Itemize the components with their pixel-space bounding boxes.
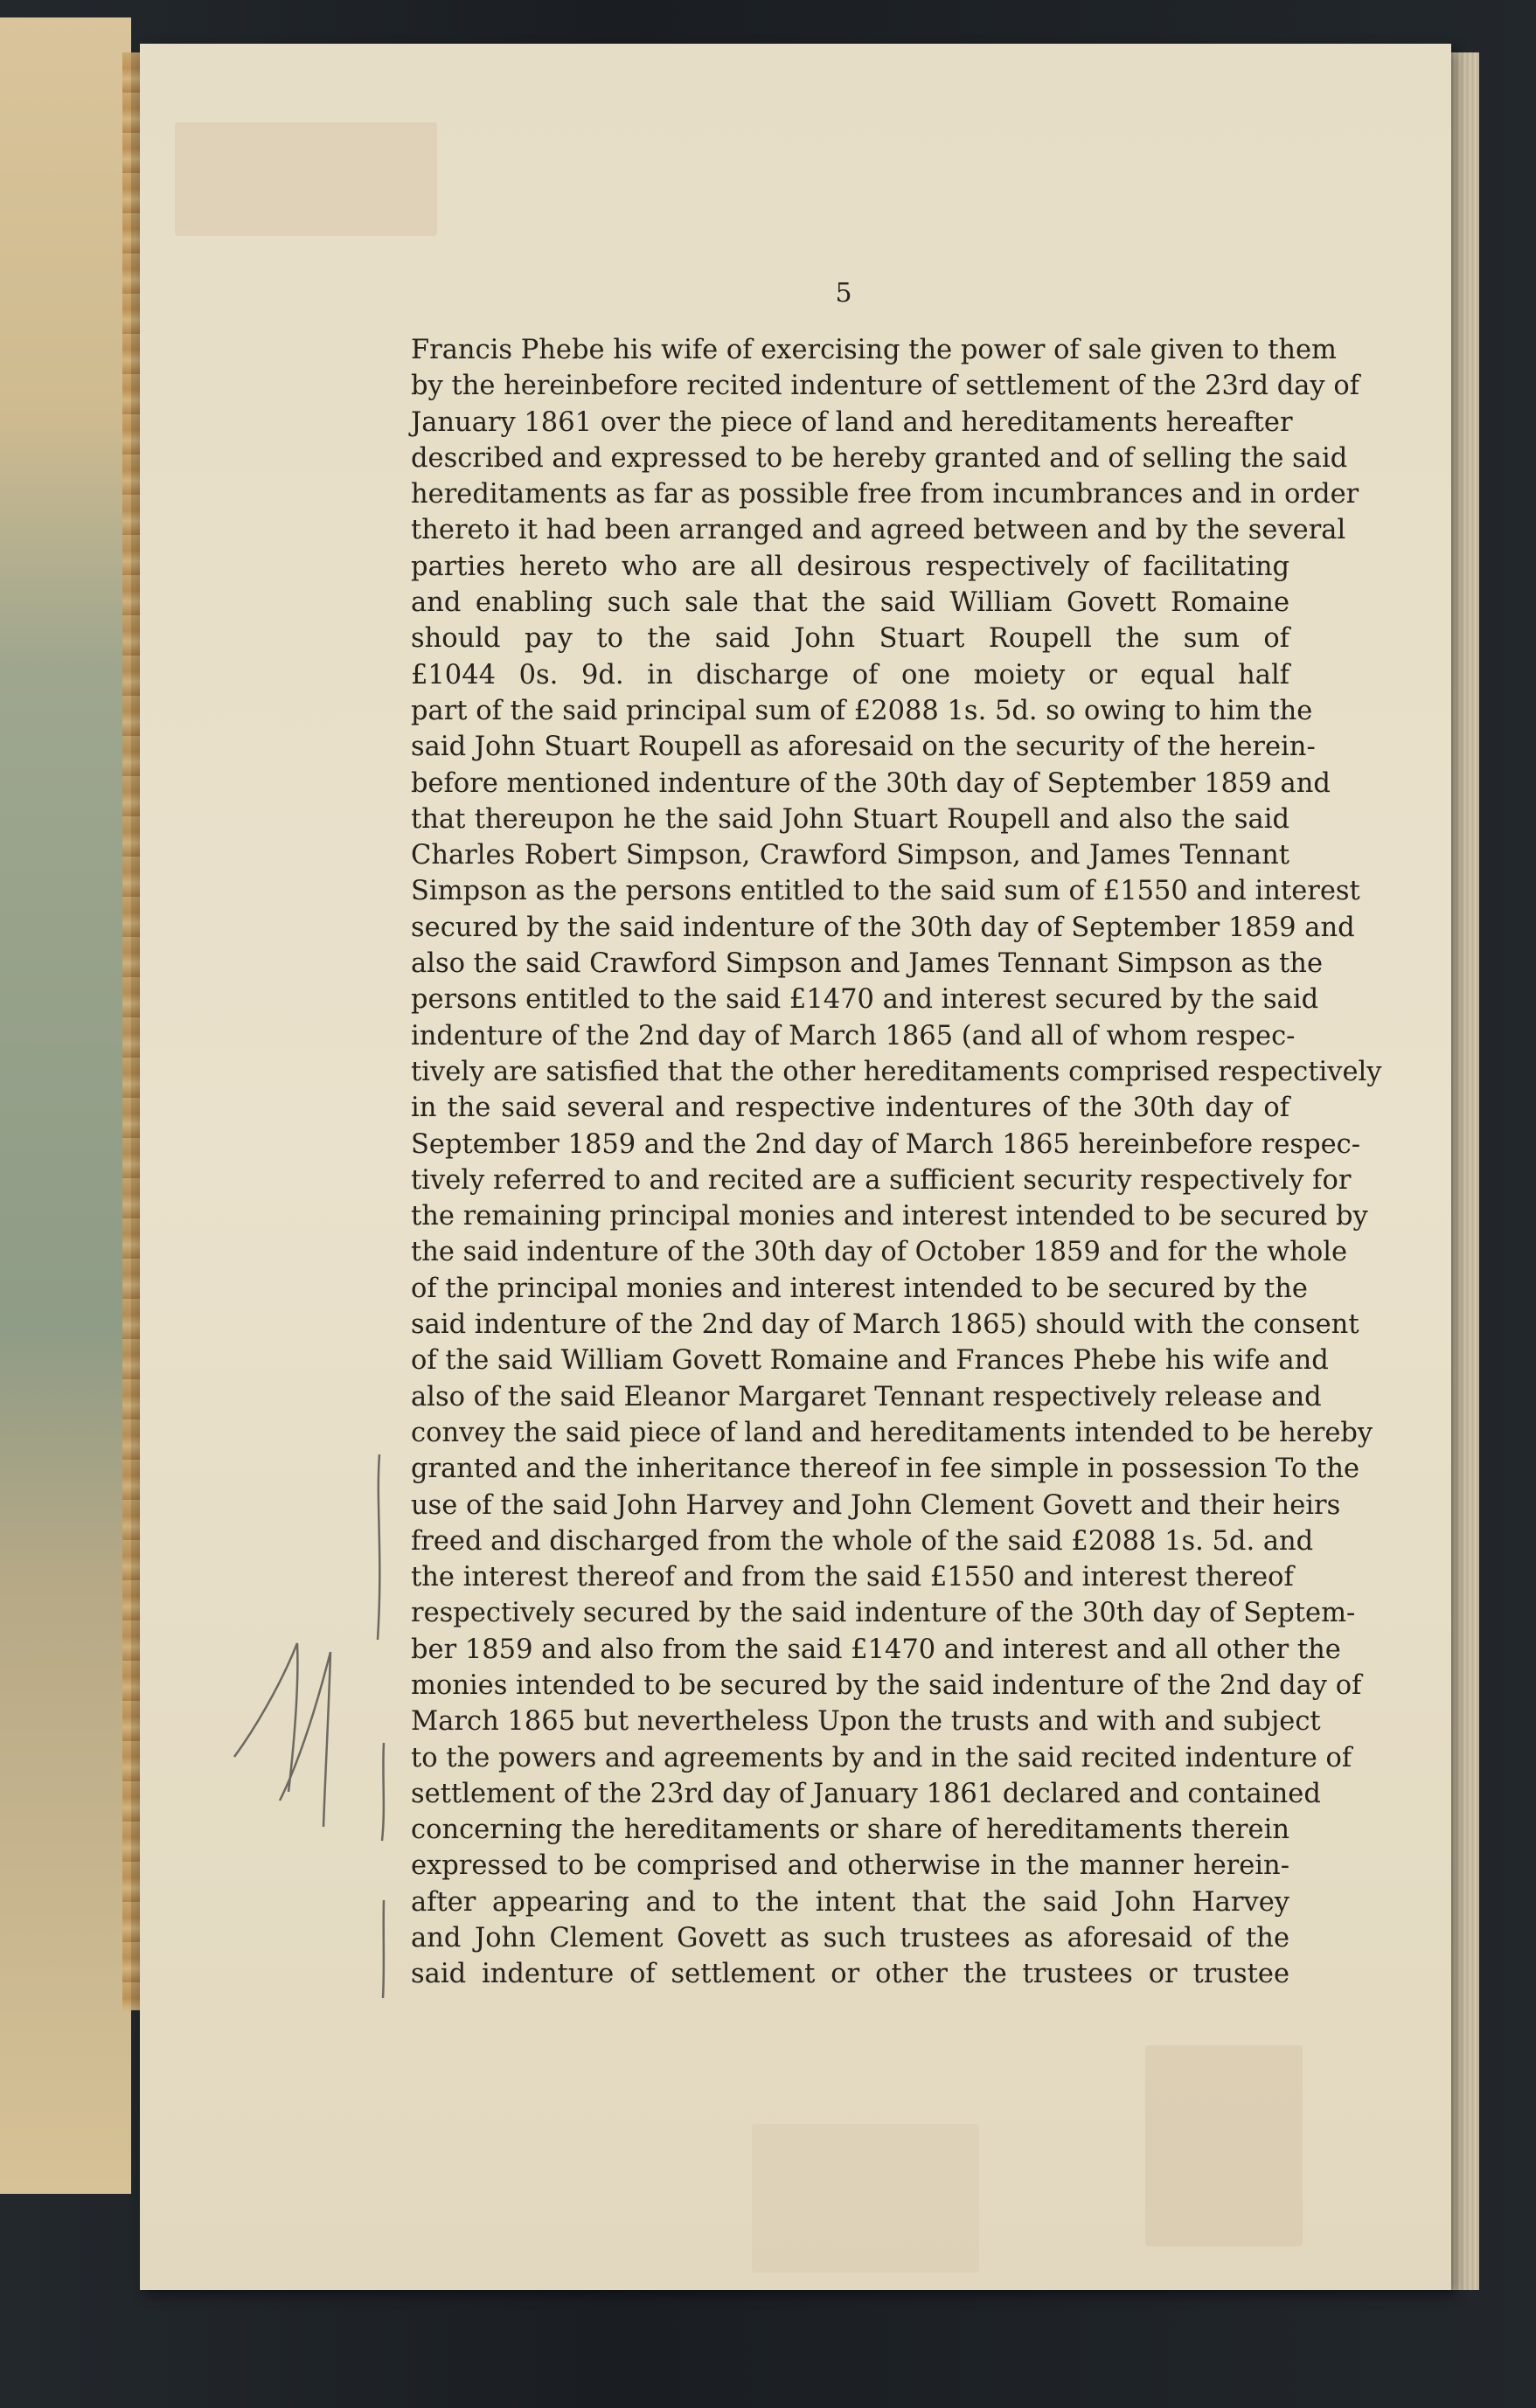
- pencil-margin-bracket: [372, 1897, 398, 2002]
- text-line: Francis Phebe his wife of exercising the power of sale given to them: [411, 335, 1337, 365]
- text-line: January 1861 over the piece of land and hereditaments hereafter: [411, 406, 1293, 438]
- text-line: respectively secured by the said indenture of the 30th day of Septem-: [411, 1598, 1356, 1629]
- text-line: the remaining principal monies and interest intended to be secured by: [411, 1201, 1368, 1232]
- text-line: said indenture of settlement or other the trustees or trustee: [411, 1959, 1289, 1990]
- body-text: [411, 332, 1382, 1993]
- text-line: concerning the hereditaments or share of hereditaments therein: [411, 1815, 1289, 1846]
- text-line: tively are satisfied that the other hereditaments comprised respectively: [411, 1056, 1382, 1087]
- text-line: said indenture of the 2nd day of March 1865) should with the consent: [411, 1309, 1359, 1341]
- text-line: September 1859 and the 2nd day of March 1865 hereinbefore respec-: [411, 1128, 1361, 1160]
- pencil-margin-bracket: [372, 1739, 398, 1844]
- paper-stain: [752, 2124, 979, 2273]
- text-line: after appearing and to the intent that the said John Harvey: [411, 1886, 1289, 1918]
- text-line: persons entitled to the said £1470 and interest secured by the said: [411, 984, 1319, 1016]
- pencil-annotation-mark: [227, 1634, 341, 1835]
- text-line: of the said William Govett Romaine and Frances Phebe his wife and: [411, 1345, 1329, 1377]
- paper-stain: [175, 122, 437, 236]
- text-line: use of the said John Harvey and John Clement Govett and their heirs: [411, 1489, 1341, 1521]
- text-line: settlement of the 23rd day of January 1861 declared and contained: [411, 1778, 1321, 1809]
- text-line: secured by the said indenture of the 30th day of September 1859 and: [411, 912, 1355, 943]
- text-line: and John Clement Govett as such trustees as aforesaid of the: [411, 1923, 1289, 1954]
- text-line: March 1865 but nevertheless Upon the trusts and with and subject: [411, 1706, 1321, 1738]
- text-line: of the principal monies and interest intended to be secured by the: [411, 1273, 1308, 1304]
- text-line: by the hereinbefore recited indenture of settlement of the 23rd day of: [411, 371, 1360, 402]
- text-line: hereditaments as far as possible free from incumbrances and in order: [411, 479, 1359, 510]
- text-line: ber 1859 and also from the said £1470 and interest and all other the: [411, 1634, 1341, 1665]
- text-line: convey the said piece of land and hereditaments intended to be hereby: [411, 1417, 1373, 1448]
- text-line: tively referred to and recited are a sufficient security respectively for: [411, 1164, 1352, 1196]
- text-line: described and expressed to be hereby granted and of selling the said: [411, 442, 1348, 474]
- text-line: before mentioned indenture of the 30th day of September 1859 and: [411, 767, 1331, 799]
- text-line: also of the said Eleanor Margaret Tennant respectively release and: [411, 1381, 1322, 1412]
- text-line: in the said several and respective indentures of the 30th day of: [411, 1093, 1289, 1124]
- text-line: Charles Robert Simpson, Crawford Simpson, and James Tennant: [411, 840, 1289, 871]
- text-line: said John Stuart Roupell as aforesaid on the security of the herein-: [411, 732, 1316, 763]
- text-line: Simpson as the persons entitled to the said sum of £1550 and interest: [411, 876, 1360, 907]
- text-line: parties hereto who are all desirous respectively of facilitating: [411, 551, 1289, 582]
- pencil-margin-bracket: [367, 1451, 393, 1643]
- text-line: also the said Crawford Simpson and James Tennant Simpson as the: [411, 948, 1324, 980]
- text-line: thereto it had been arranged and agreed between and by the several: [411, 515, 1346, 546]
- text-line: granted and the inheritance thereof in fee simple in possession To the: [411, 1454, 1360, 1485]
- text-line: the said indenture of the 30th day of October 1859 and for the whole: [411, 1237, 1348, 1268]
- text-line: indenture of the 2nd day of March 1865 (and all of whom respec-: [411, 1020, 1296, 1051]
- text-line: part of the said principal sum of £2088 1s. 5d. so owing to him the: [411, 695, 1313, 726]
- text-line: and enabling such sale that the said William Govett Romaine: [411, 587, 1289, 619]
- text-line: expressed to be comprised and otherwise in the manner herein-: [411, 1850, 1289, 1882]
- page-number: 5: [835, 278, 852, 309]
- text-line: the interest thereof and from the said £1550 and interest thereof: [411, 1562, 1294, 1593]
- text-line: that thereupon he the said John Stuart Roupell and also the said: [411, 803, 1289, 835]
- paper-stain: [1145, 2045, 1303, 2246]
- text-line: monies intended to be secured by the said indenture of the 2nd day of: [411, 1669, 1362, 1701]
- previous-leaf: [0, 17, 131, 2194]
- text-line: to the powers and agreements by and in the said recited indenture of: [411, 1742, 1352, 1773]
- text-line: freed and discharged from the whole of the said £2088 1s. 5d. and: [411, 1525, 1314, 1557]
- text-line: should pay to the said John Stuart Roupell the sum of: [411, 623, 1289, 655]
- text-line: £1044 0s. 9d. in discharge of one moiety or equal half: [411, 659, 1289, 690]
